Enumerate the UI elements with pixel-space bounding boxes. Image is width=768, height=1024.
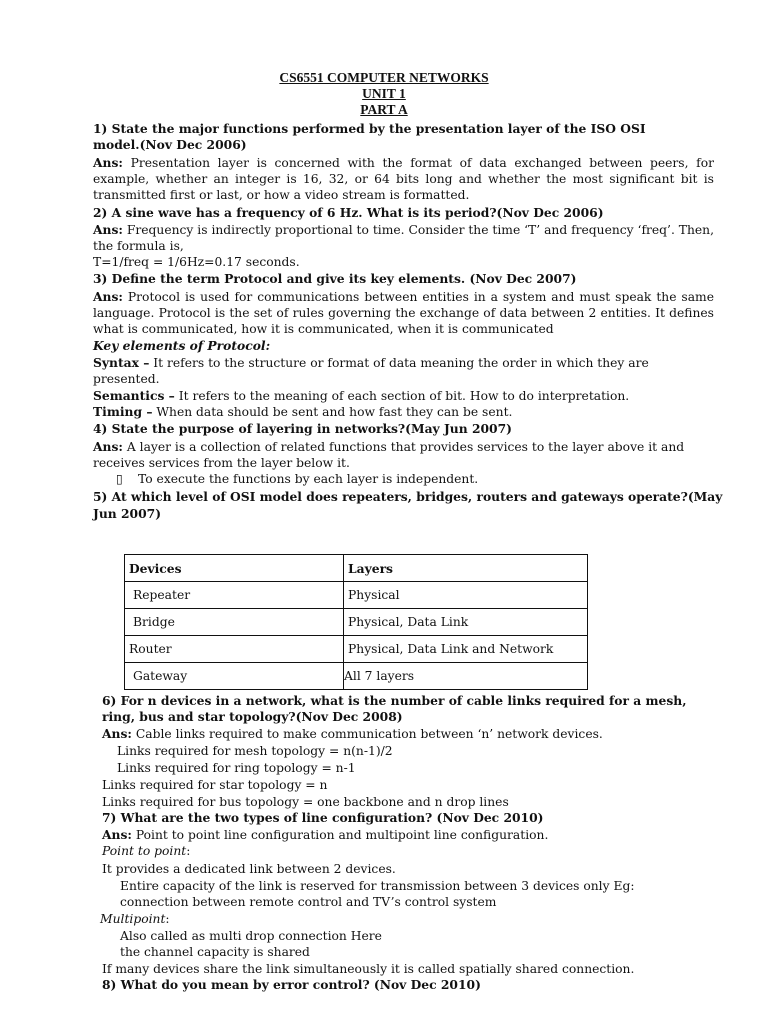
q1-answer-line2: example, whether an integer is 16, 32, or 64 bits long and whether the most significant bit is [93, 172, 714, 186]
q4-bullet-glyph: ▯ [116, 472, 123, 486]
q1-answer-line1 [93, 155, 714, 171]
ans-label: Ans: [102, 726, 132, 741]
q1-question-line1: 1) State the major functions performed by the presentation layer of the ISO OSI [93, 121, 646, 136]
q3-question: 3) Define the term Protocol and give its key elements. (Nov Dec 2007) [93, 271, 577, 286]
ans-label: Ans: [102, 827, 132, 842]
table-cell-layer: Physical, Data Link [344, 609, 588, 636]
part-title: PART A [360, 102, 408, 117]
ptp-heading-colon: : [186, 844, 191, 858]
timing-text: When data should be sent and how fast they can be sent. [152, 405, 513, 419]
table-row [125, 609, 588, 636]
unit-title: UNIT 1 [362, 86, 406, 101]
timing-label: Timing – [93, 404, 153, 419]
q7-question: 7) What are the two types of line configuration? (Nov Dec 2010) [102, 810, 544, 825]
key-elements-heading: Key elements of Protocol: [93, 338, 271, 353]
q6-star: Links required for star topology = n [102, 778, 328, 792]
q2-answer-line1 [93, 222, 714, 238]
ans-label: Ans: [93, 289, 123, 304]
q3-answer-line2: language. Protocol is the set of rules governing the exchange of data between 2 entities. It defines [93, 306, 714, 320]
q1-answer-text: Presentation layer is concerned with the format of data exchanged between peers, for [122, 156, 714, 170]
q2-answer-line3: T=1/freq = 1/6Hz=0.17 seconds. [93, 255, 300, 269]
q1-answer-line3: transmitted first or last, or how a video stream is formatted. [93, 188, 470, 202]
q6-answer-line1 [102, 726, 603, 742]
semantics-text: It refers to the meaning of each section of bit. How to do interpretation. [174, 389, 630, 403]
ptp-line1: It provides a dedicated link between 2 devices. [102, 862, 396, 876]
ans-label: Ans: [93, 155, 123, 170]
q5-question-line2: Jun 2007) [93, 506, 162, 521]
table-cell-device: Bridge [125, 609, 344, 636]
q6-mesh: Links required for mesh topology = n(n-1)/2 [117, 744, 393, 758]
q6-answer-text: Cable links required to make communication between ‘n’ network devices. [131, 727, 603, 741]
q8-question: 8) What do you mean by error control? (Nov Dec 2010) [102, 977, 481, 992]
q4-answer-text: A layer is a collection of related functions that provides services to the layer above it and [122, 440, 685, 454]
ptp-line3: connection between remote control and TV’s control system [120, 895, 497, 909]
mp-heading-colon: : [165, 912, 170, 926]
q6-question-line2: ring, bus and star topology?(Nov Dec 2008) [102, 709, 403, 724]
table-header-layers: Layers [344, 555, 588, 582]
course-title: CS6551 COMPUTER NETWORKS [279, 70, 489, 85]
q4-bullet-text: To execute the functions by each layer is independent. [138, 472, 479, 486]
q7-answer-text: Point to point line configuration and multipoint line configuration. [131, 828, 549, 842]
q4-question: 4) State the purpose of layering in networks?(May Jun 2007) [93, 421, 512, 436]
q3-answer-text: Protocol is used for communications between entities in a system and must speak the same [122, 290, 714, 304]
syntax-label: Syntax – [93, 355, 150, 370]
timing-line [93, 404, 512, 420]
ans-label: Ans: [93, 439, 123, 454]
q2-answer-line2: the formula is, [93, 239, 184, 253]
table-row [125, 636, 588, 663]
devices-layers-table [124, 554, 588, 690]
q6-question-line1: 6) For n devices in a network, what is the number of cable links required for a mesh, [102, 693, 687, 708]
table-cell-device: Repeater [125, 582, 344, 609]
q6-ring: Links required for ring topology = n-1 [117, 761, 356, 775]
ptp-line2: Entire capacity of the link is reserved for transmission between 3 devices only Eg: [120, 879, 635, 893]
table-cell-layer: Physical [344, 582, 588, 609]
table-cell-device: Gateway [125, 663, 344, 690]
syntax-line2: presented. [93, 372, 160, 386]
q2-question: 2) A sine wave has a frequency of 6 Hz. What is its period?(Nov Dec 2006) [93, 205, 604, 220]
syntax-line [93, 355, 649, 371]
table-cell-device: Router [125, 636, 344, 663]
table-row [125, 582, 588, 609]
q6-bus: Links required for bus topology = one backbone and n drop lines [102, 795, 509, 809]
mp-heading-text: Multipoint [100, 912, 166, 926]
q7-answer-line1 [102, 827, 548, 843]
q5-question-line1: 5) At which level of OSI model does repeaters, bridges, routers and gateways operate?(May [93, 489, 723, 504]
q4-answer-line1 [93, 439, 684, 455]
table-cell-layer: Physical, Data Link and Network [344, 636, 588, 663]
table-header-devices: Devices [125, 555, 344, 582]
q4-answer-line2: receives services from the layer below it. [93, 456, 350, 470]
table-header-row [125, 555, 588, 582]
mp-line3: If many devices share the link simultaneously it is called spatially shared connection. [102, 962, 635, 976]
q3-answer-line3: what is communicated, how it is communicated, when it is communicated [93, 322, 554, 336]
mp-line2: the channel capacity is shared [120, 945, 310, 959]
q2-answer-text: Frequency is indirectly proportional to time. Consider the time ‘T’ and frequency ‘freq’. Then, [122, 223, 714, 237]
mp-line1: Also called as multi drop connection Here [120, 929, 382, 943]
ptp-heading-text: Point to point [102, 844, 187, 858]
q3-answer-line1 [93, 289, 714, 305]
table-row [125, 663, 588, 690]
semantics-label: Semantics – [93, 388, 175, 403]
ans-label: Ans: [93, 222, 123, 237]
q1-question-line2: model.(Nov Dec 2006) [93, 137, 247, 152]
syntax-text: It refers to the structure or format of data meaning the order in which they are [149, 356, 649, 370]
semantics-line [93, 388, 629, 404]
mp-heading [100, 911, 170, 927]
ptp-heading [102, 843, 190, 859]
table-cell-layer: All 7 layers [344, 663, 588, 690]
